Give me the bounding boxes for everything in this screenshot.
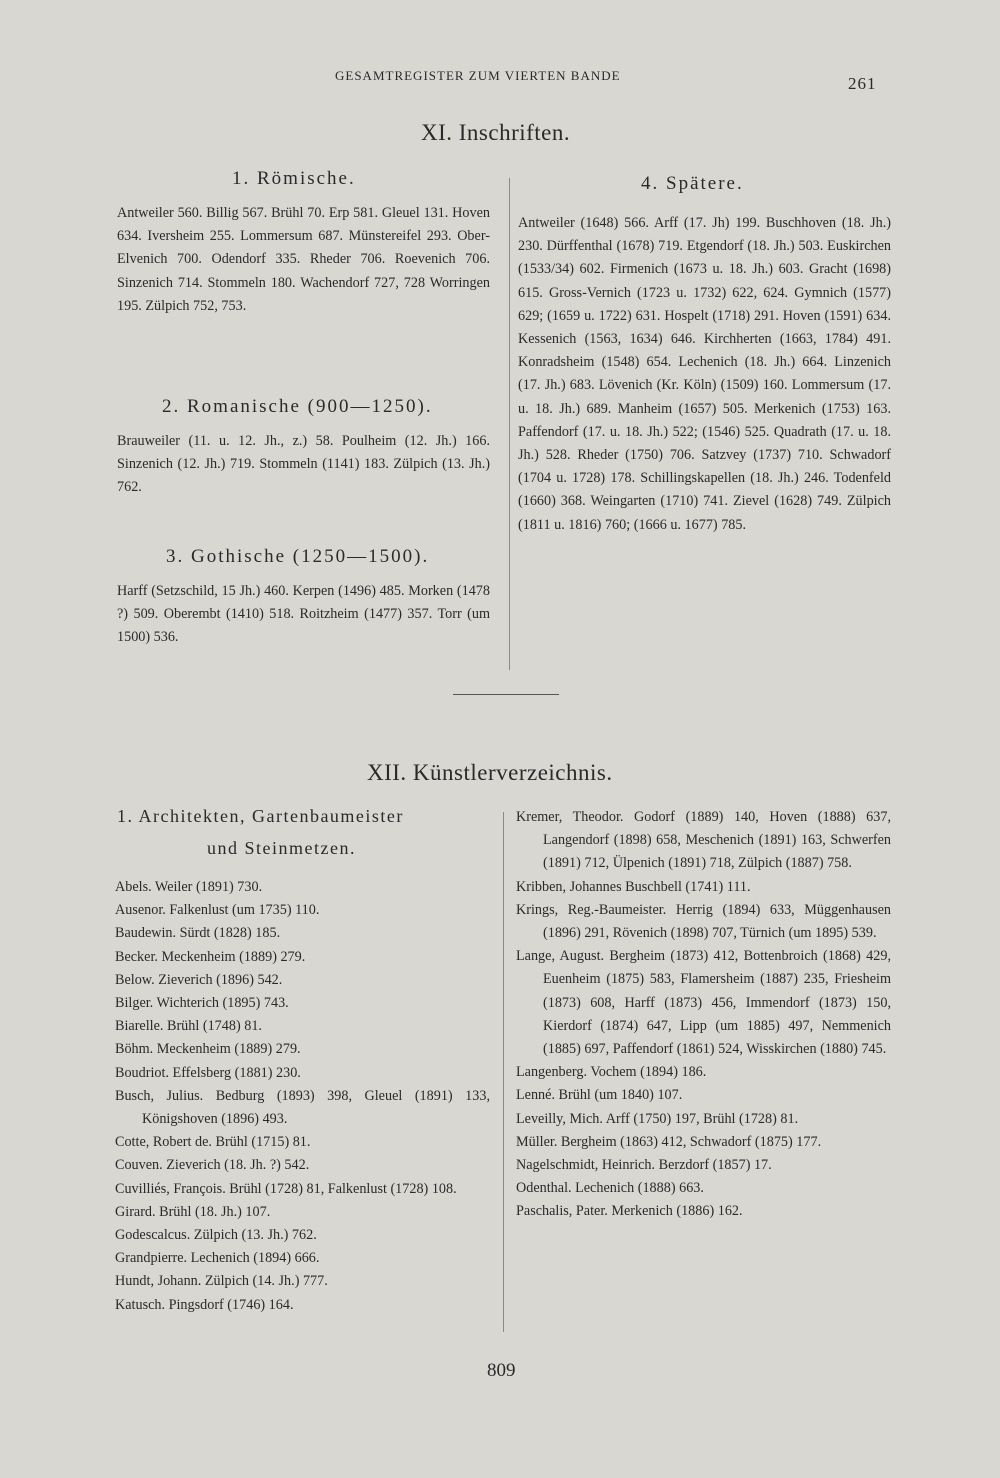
list-item: Lange, August. Bergheim (1873) 412, Bottenbroich (1868) 429, Euenheim (1875) 583, Flamersheim (1887) 235, Friesheim (1873) 608, Harff (1873) 456, Immendorf (1873) 150, Kierdorf (1874) 647, Lipp (um 1885) 497, Nemmenich (1885) 697, Paffendorf (1861) 524, Wisskirchen (1880) 745. — [516, 948, 891, 1058]
column-divider — [503, 812, 504, 1332]
list-item: Kribben, Johannes Buschbell (1741) 111. — [516, 878, 751, 895]
list-item: Krings, Reg.-Baumeister. Herrig (1894) 633, Müggenhausen (1896) 291, Rövenich (1898) 707, Türnich (um 1895) 539. — [516, 901, 891, 942]
list-item: Couven. Zieverich (18. Jh. ?) 542. — [115, 1157, 310, 1174]
romanische-heading: 2. Romanische (900—1250). — [162, 396, 433, 417]
list-item: Godescalcus. Zülpich (13. Jh.) 762. — [115, 1227, 317, 1244]
list-item: Nagelschmidt, Heinrich. Berzdorf (1857) 17. — [516, 1157, 772, 1174]
list-item: Boudriot. Effelsberg (1881) 230. — [115, 1064, 301, 1081]
list-item: Grandpierre. Lechenich (1894) 666. — [115, 1250, 320, 1267]
column-divider — [509, 178, 510, 670]
list-item: Cuvilliés, François. Brühl (1728) 81, Falkenlust (1728) 108. — [115, 1180, 457, 1197]
right-entry-list — [516, 806, 891, 1224]
architekten-heading: 1. Architekten, Gartenbaumeister — [117, 806, 404, 826]
romische-heading: 1. Römische. — [232, 168, 356, 189]
list-item: Müller. Bergheim (1863) 412, Schwadorf (1875) 177. — [516, 1133, 822, 1150]
list-item: Girard. Brühl (18. Jh.) 107. — [115, 1203, 271, 1220]
architekten-heading-cont: und Steinmetzen. — [207, 838, 356, 858]
list-item: Becker. Meckenheim (1889) 279. — [115, 948, 306, 965]
page-number: 261 — [848, 74, 877, 93]
gothische-heading: 3. Gothische (1250—1500). — [166, 546, 430, 567]
section-xi-title: XI. Inschriften. — [421, 120, 571, 145]
list-item: Leveilly, Mich. Arff (1750) 197, Brühl (1728) 81. — [516, 1110, 799, 1127]
section-separator — [453, 694, 559, 695]
gothische-text: Harff (Setzschild, 15 Jh.) 460. Kerpen (1496) 485. Morken (1478 ?) 509. Oberembt (1410) 518. Roitzheim (1477) 357. Torr (um 1500) 536. — [117, 583, 490, 646]
list-item: Langenberg. Vochem (1894) 186. — [516, 1064, 707, 1081]
spatere-text: Antweiler (1648) 566. Arff (17. Jh) 199. Buschhoven (18. Jh.) 230. Dürffenthal (1678) 719. Etgendorf (18. Jh.) 503. Euskirchen (1533/34) 602. Firmenich (1673 u. 18. Jh.) 603. Gracht (1698) 615. Gross-Vernich (1723 u. 1732) 622, 624. Gymnich (1577) 629; (1659 u. 1722) 631. Hospelt (1718) 291. Hoven (1591) 634. Kessenich (1563, 1634) 646. Kirchherten (1663, 1784) 491. Konradsheim (1548) 654. Lechenich (18. Jh.) 664. Linzenich (17. Jh.) 683. Lövenich (Kr. Köln) (1509) 160. Lommersum (17. u. 18. Jh.) 689. Manheim (1657) 505. Merkenich (1753) 163. Paffendorf (17. u. 18. Jh.) 522; (1546) 525. Quadrath (17. u. 18. Jh.) 528. Rheder (1750) 706. Satzvey (1737) 710. Schwadorf (1704 u. 1728) 178. Schillingskapellen (18. Jh.) 246. Todenfeld (1660) 368. Weingarten (1710) 741. Zievel (1628) 749. Zülpich (1811 u. 1816) 760; (1666 u. 1677) 785. — [518, 215, 891, 533]
running-header: GESAMTREGISTER ZUM VIERTEN BANDE — [335, 68, 621, 83]
folio-number: 809 — [487, 1360, 516, 1381]
list-item: Katusch. Pingsdorf (1746) 164. — [115, 1296, 294, 1313]
list-item: Lenné. Brühl (um 1840) 107. — [516, 1087, 683, 1104]
list-item: Hundt, Johann. Zülpich (14. Jh.) 777. — [115, 1273, 328, 1290]
list-item: Abels. Weiler (1891) 730. — [115, 879, 263, 895]
romische-text: Antweiler 560. Billig 567. Brühl 70. Erp 581. Gleuel 131. Hoven 634. Iversheim 255. Lommersum 687. Münstereifel 293. Ober-Elvenich 700. Odendorf 335. Rheder 706. Roevenich 706. Sinzenich 714. Stommeln 180. Wachendorf 727, 728 Worringen 195. Zülpich 752, 753. — [117, 205, 490, 314]
list-item: Baudewin. Sürdt (1828) 185. — [115, 925, 281, 942]
list-item: Biarelle. Brühl (1748) 81. — [115, 1018, 262, 1035]
list-item: Busch, Julius. Bedburg (1893) 398, Gleuel (1891) 133, Königshoven (1896) 493. — [115, 1087, 490, 1128]
romanische-text: Brauweiler (11. u. 12. Jh., z.) 58. Poulheim (12. Jh.) 166. Sinzenich (12. Jh.) 719. Stommeln (1141) 183. Zülpich (13. Jh.) 762. — [117, 433, 490, 496]
spatere-heading: 4. Spätere. — [641, 173, 744, 194]
list-item: Böhm. Meckenheim (1889) 279. — [115, 1041, 301, 1058]
left-entry-list — [115, 876, 490, 1317]
list-item: Kremer, Theodor. Godorf (1889) 140, Hoven (1888) 637, Langendorf (1898) 658, Meschenich (1891) 163, Schwerfen (1891) 712, Ülpenich (1891) 718, Zülpich (1887) 758. — [516, 809, 891, 872]
section-xii-title: XII. Künstlerverzeichnis. — [367, 760, 613, 785]
list-item: Bilger. Wichterich (1895) 743. — [115, 995, 289, 1012]
list-item: Ausenor. Falkenlust (um 1735) 110. — [115, 902, 320, 919]
list-item: Cotte, Robert de. Brühl (1715) 81. — [115, 1134, 311, 1151]
list-item: Below. Zieverich (1896) 542. — [115, 971, 283, 988]
list-item: Paschalis, Pater. Merkenich (1886) 162. — [516, 1203, 743, 1220]
list-item: Odenthal. Lechenich (1888) 663. — [516, 1180, 704, 1197]
